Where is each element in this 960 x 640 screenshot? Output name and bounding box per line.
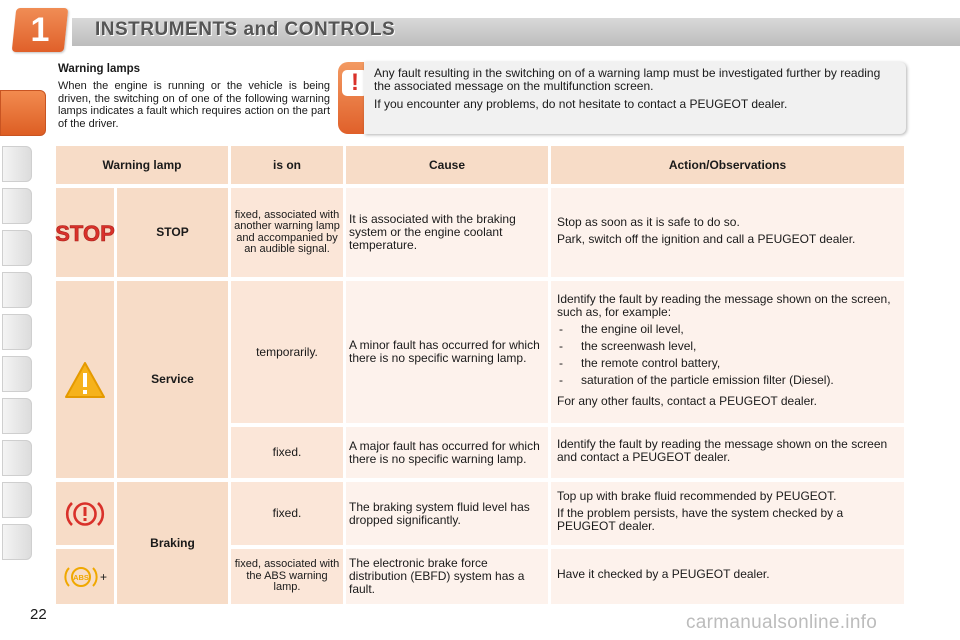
cause-braking-ebfd: The electronic brake force distribution (EBFD) system has a fault.: [346, 549, 548, 604]
section-heading: Warning lamps: [58, 63, 140, 75]
action-text: For any other faults, contact a PEUGEOT dealer.: [557, 393, 817, 408]
action-text: Stop as soon as it is safe to do so.: [557, 214, 740, 229]
watermark: carmanualsonline.info: [686, 612, 878, 633]
exclamation-icon: !: [342, 70, 368, 96]
note-paragraph: Any fault resulting in the switching on of a warning lamp must be investigated further by reading the associated message on the multifunction screen.: [374, 66, 881, 93]
action-braking-ebfd: [551, 549, 904, 604]
is-on-service-temporarily: temporarily.: [231, 281, 343, 423]
side-tab-chapter-3[interactable]: [2, 188, 32, 224]
note-paragraph: If you encounter any problems, do not hesitate to contact a PEUGEOT dealer.: [374, 97, 788, 111]
cause-braking-fluid: The braking system fluid level has dropped significantly.: [346, 482, 548, 545]
is-on-service-fixed: fixed.: [231, 427, 343, 478]
action-braking-fluid: [551, 482, 904, 545]
side-tab-chapter-5[interactable]: [2, 272, 32, 308]
lamp-name-stop: STOP: [117, 188, 228, 277]
cause-stop: It is associated with the braking system or the engine coolant temperature.: [346, 188, 548, 277]
action-stop: [551, 188, 904, 277]
chapter-number: 1: [30, 11, 50, 49]
abs-icon-text: ABS: [73, 572, 89, 582]
list-item: - the screenwash level,: [557, 340, 898, 353]
side-tab-chapter-7[interactable]: [2, 356, 32, 392]
action-text: Identify the fault by reading the message shown on the screen, such as, for example:: [557, 291, 891, 319]
stop-lamp-icon-text: STOP: [55, 220, 115, 246]
action-text: If the problem persists, have the system checked by a PEUGEOT dealer.: [557, 506, 844, 533]
list-item: - the engine oil level,: [557, 323, 898, 336]
side-tab-chapter-11[interactable]: [2, 524, 32, 560]
action-service-major: [551, 427, 904, 478]
stop-lamp-icon: [55, 219, 115, 247]
cause-service-minor: A minor fault has occurred for which there is no specific warning lamp.: [346, 281, 548, 423]
action-text: Have it checked by a PEUGEOT dealer.: [557, 567, 770, 581]
service-warning-triangle-icon: [63, 360, 107, 400]
service-lamp-cell: [56, 281, 114, 478]
header-warning-lamp: Warning lamp: [56, 146, 228, 184]
is-on-braking-abs: fixed, associated with the ABS warning lamp.: [231, 549, 343, 604]
action-service-minor: [551, 281, 904, 423]
is-on-braking-fixed: fixed.: [231, 482, 343, 545]
side-tab-chapter-10[interactable]: [2, 482, 32, 518]
list-item: - saturation of the particle emission filter (Diesel).: [557, 374, 898, 387]
action-text: Top up with brake fluid recommended by PEUGEOT.: [557, 489, 837, 503]
side-tab-chapter-2[interactable]: [2, 146, 32, 182]
side-tab-chapter-1[interactable]: [0, 90, 46, 136]
abs-warning-icon: [63, 564, 99, 590]
side-tab-chapter-9[interactable]: [2, 440, 32, 476]
side-tab-chapter-6[interactable]: [2, 314, 32, 350]
is-on-stop: fixed, associated with another warning lamp and accompanied by an audible signal.: [231, 188, 343, 277]
lamp-name-braking: Braking: [117, 482, 228, 604]
list-item: - the remote control battery,: [557, 357, 898, 370]
side-tab-chapter-4[interactable]: [2, 230, 32, 266]
page-number: 22: [30, 606, 47, 623]
cause-service-major: A major fault has occurred for which there is no specific warning lamp.: [346, 427, 548, 478]
warning-note: [364, 62, 906, 134]
intro-paragraph: When the engine is running or the vehicle is being driven, the switching on of one of the following warning lamps indicates a fault which requires action on the part of the driver.: [58, 80, 330, 130]
lamp-name-service: Service: [117, 281, 228, 478]
brake-lamp-cell: [56, 482, 114, 545]
plus-sign: +: [99, 569, 107, 584]
action-text: Identify the fault by reading the message shown on the screen and contact a PEUGEOT dealer.: [557, 436, 888, 464]
header-action: Action/Observations: [551, 146, 904, 184]
stop-lamp-cell: [56, 188, 114, 277]
header-is-on: is on: [231, 146, 343, 184]
side-tab-chapter-8[interactable]: [2, 398, 32, 434]
abs-lamp-cell: [56, 549, 114, 604]
page-title: INSTRUMENTS and CONTROLS: [95, 19, 396, 40]
brake-warning-icon: [65, 498, 105, 530]
action-list: [557, 323, 898, 391]
header-cause: Cause: [346, 146, 548, 184]
action-text: Park, switch off the ignition and call a PEUGEOT dealer.: [557, 231, 856, 246]
side-tab-strip: [0, 62, 34, 574]
